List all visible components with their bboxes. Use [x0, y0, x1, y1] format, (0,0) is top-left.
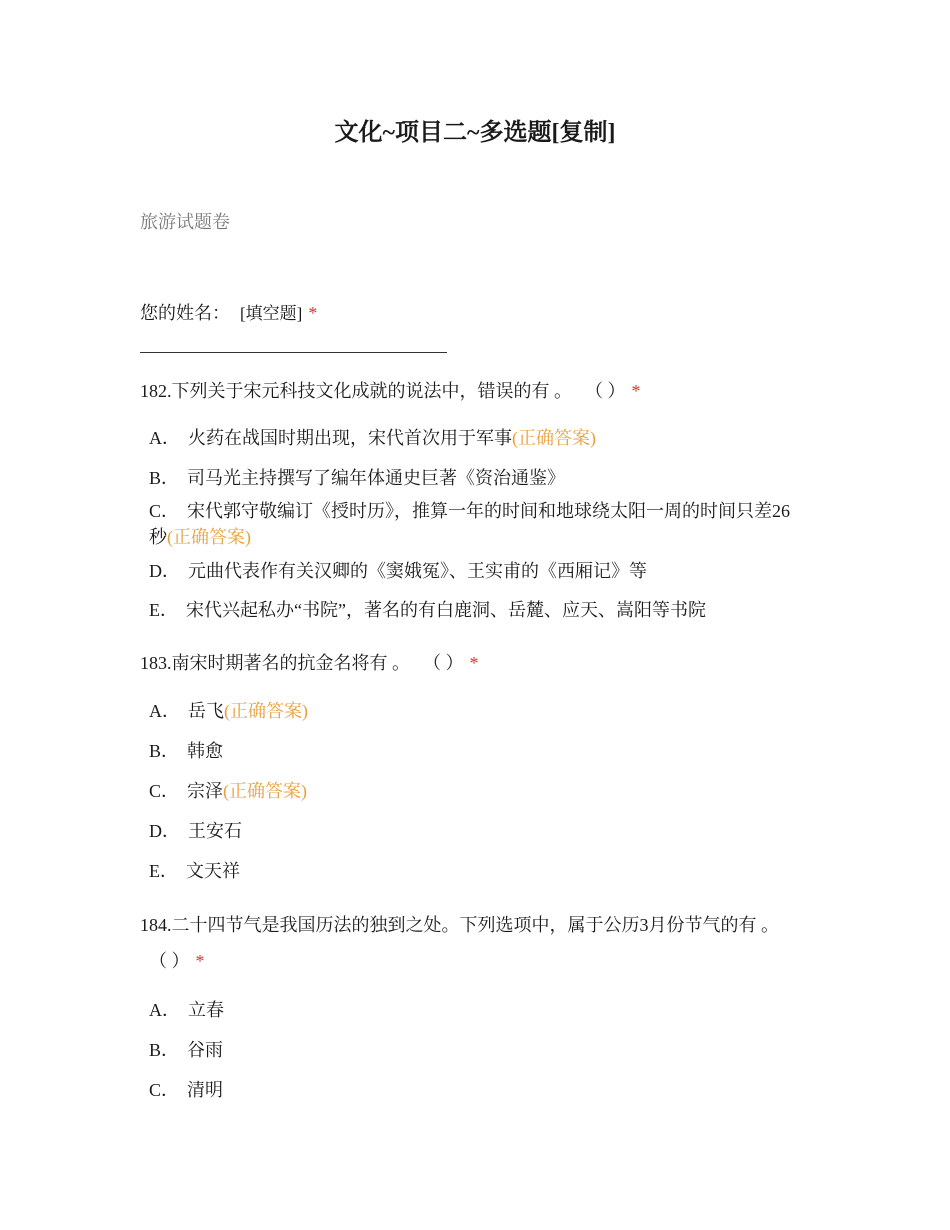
question-stem: 184.二十四节气是我国历法的独到之处。下列选项中，属于公历3月份节气的有 。	[140, 915, 779, 935]
page-subtitle: 旅游试题卷	[140, 212, 230, 232]
question-183	[140, 645, 810, 681]
correct-answer-label: (正确答案)	[223, 781, 308, 801]
option-184-b	[149, 1037, 809, 1063]
question-182	[140, 373, 810, 409]
required-mark: *	[195, 951, 205, 971]
option-184-c	[149, 1077, 809, 1103]
option-letter: B．	[149, 468, 180, 488]
question-type-tag: [填空题]	[240, 304, 303, 323]
option-182-a	[149, 425, 809, 451]
option-letter: B．	[149, 1040, 180, 1060]
page-title: 文化~项目二~多选题[复制]	[334, 120, 616, 146]
required-mark: *	[308, 303, 318, 323]
option-text: 火药在战国时期出现，宋代首次用于军事	[188, 428, 512, 448]
option-text: 谷雨	[187, 1040, 224, 1060]
name-question	[140, 299, 317, 325]
option-text: 清明	[187, 1080, 224, 1100]
option-letter: A．	[149, 701, 180, 721]
name-answer-line	[140, 352, 447, 353]
option-letter: A．	[149, 1000, 180, 1020]
option-182-d	[149, 558, 809, 584]
correct-answer-label: (正确答案)	[167, 527, 251, 547]
option-text: 元曲代表作有关汉卿的《窦娥冤》、王实甫的《西厢记》等	[188, 561, 647, 581]
correct-answer-label: (正确答案)	[512, 428, 596, 448]
option-182-b	[149, 465, 809, 491]
question-184	[140, 907, 810, 979]
option-183-d	[149, 818, 809, 844]
option-183-b	[149, 738, 809, 764]
option-letter: A．	[149, 428, 180, 448]
option-text: 立春	[188, 1000, 224, 1020]
name-question-label: 您的姓名：	[140, 303, 230, 323]
required-mark: *	[631, 381, 641, 401]
option-text: 王安石	[188, 821, 242, 841]
option-text: 岳飞	[188, 701, 224, 721]
option-text: 宋代兴起私办“书院”，著名的有白鹿洞、岳麓、应天、嵩阳等书院	[186, 600, 706, 620]
option-text: 韩愈	[187, 741, 224, 761]
option-letter: B．	[149, 741, 180, 761]
option-letter: C．	[149, 781, 180, 801]
option-183-a	[149, 698, 809, 724]
answer-paren: （ ）	[149, 951, 190, 971]
option-183-e	[149, 858, 809, 884]
answer-paren: （ ）	[432, 653, 464, 673]
option-text: 文天祥	[186, 861, 240, 881]
option-letter: C．	[149, 1080, 180, 1100]
option-183-c	[149, 778, 809, 804]
option-letter: D．	[149, 821, 180, 841]
option-text: 宋代郭守敬编订《授时历》，推算一年的时间和地球绕太阳一周的时间只差26秒	[149, 501, 791, 547]
option-182-c	[149, 498, 799, 550]
required-mark: *	[469, 653, 479, 673]
option-184-a	[149, 997, 809, 1023]
question-stem: 182.下列关于宋元科技文化成就的说法中，错误的有 。	[140, 381, 572, 401]
option-letter: D．	[149, 561, 180, 581]
answer-paren: （ ）	[594, 381, 626, 401]
option-182-e	[149, 597, 809, 623]
question-stem: 183.南宋时期著名的抗金名将有 。	[140, 653, 410, 673]
correct-answer-label: (正确答案)	[224, 701, 308, 721]
option-letter: E．	[149, 861, 178, 881]
option-letter: E．	[149, 600, 178, 620]
option-text: 宗泽	[187, 781, 224, 801]
option-text: 司马光主持撰写了编年体通史巨著《资治通鉴》	[187, 468, 566, 488]
option-letter: C．	[149, 501, 180, 521]
